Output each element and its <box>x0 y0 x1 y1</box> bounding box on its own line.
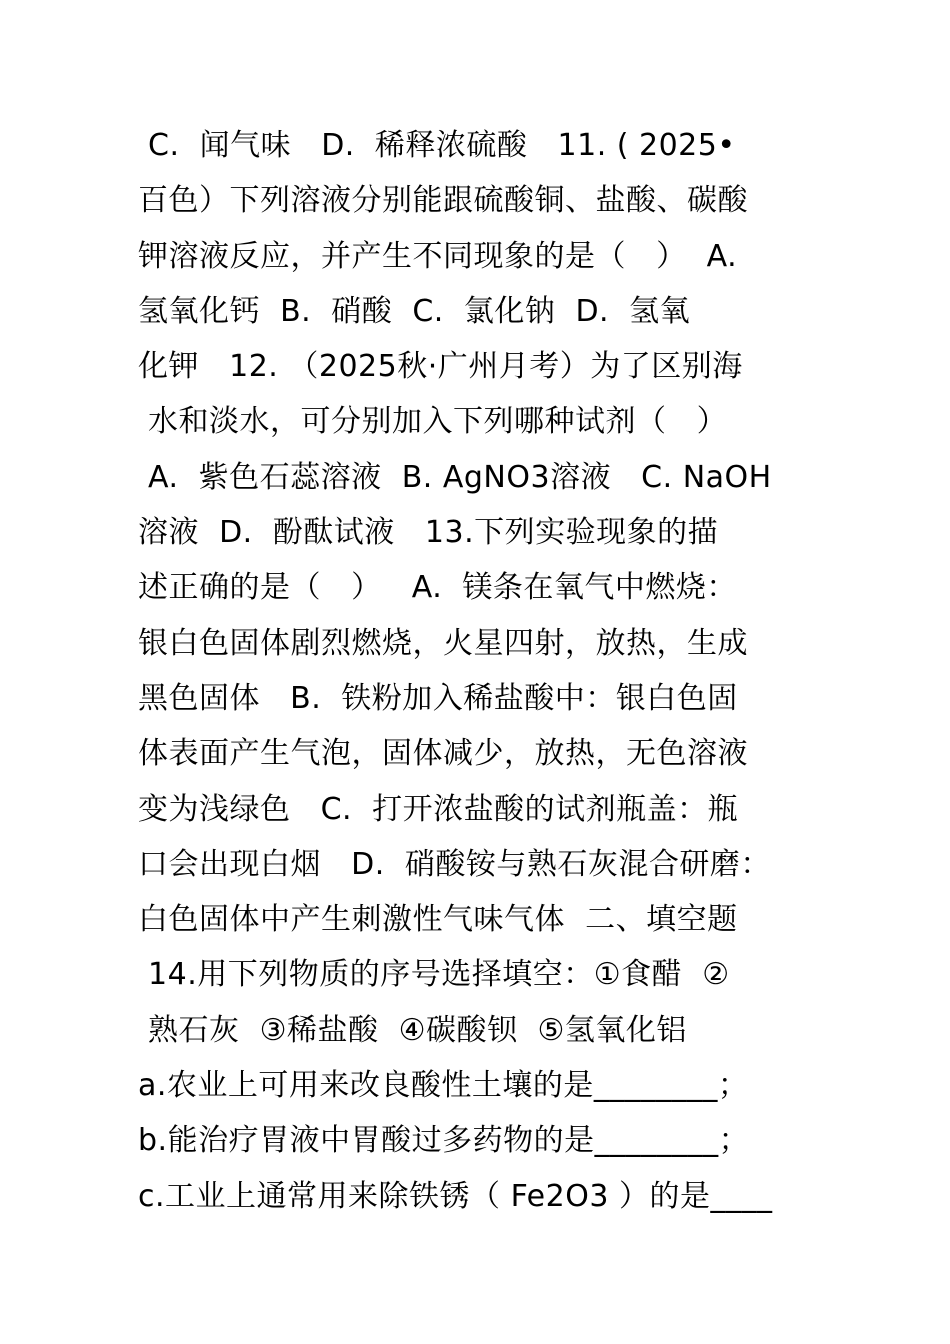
text-line: c.工业上通常用来除铁锈（ Fe2O3 ）的是____ <box>138 1178 773 1214</box>
text-line: 银白色固体剧烈燃烧，火星四射，放热，生成 <box>138 625 748 661</box>
text-line: 化钾 12. （2025秋·广州月考）为了区别海 <box>138 349 743 385</box>
text-line: 熟石灰 ③稀盐酸 ④碳酸钡 ⑤氢氧化铝 <box>138 1012 687 1048</box>
text-line: 水和淡水，可分别加入下列哪种试剂（ ） <box>138 404 728 440</box>
text-line: 口会出现白烟 D. 硝酸铵与熟石灰混合研磨： <box>138 846 771 882</box>
text-line: a.农业上可用来改良酸性土壤的是________； <box>138 1068 749 1104</box>
text-line: 氢氧化钙 B. 硝酸 C. 氯化钠 D. 氢氧 <box>138 293 691 329</box>
text-line: 变为浅绿色 C. 打开浓盐酸的试剂瓶盖：瓶 <box>138 791 739 827</box>
text-line: 体表面产生气泡，固体减少，放热，无色溶液 <box>138 736 748 772</box>
text-line: 溶液 D. 酚酞试液 13.下列实验现象的描 <box>138 515 719 551</box>
text-line: C. 闻气味 D. 稀释浓硫酸 11. ( 2025• <box>138 128 736 163</box>
text-line: 黑色固体 B. 铁粉加入稀盐酸中：银白色固 <box>138 680 738 716</box>
text-line: 述正确的是（ ） A. 镁条在氧气中燃烧： <box>138 570 737 606</box>
text-line: 钾溶液反应，并产生不同现象的是（ ） A. <box>138 238 738 274</box>
text-line: b.能治疗胃液中胃酸过多药物的是________； <box>138 1123 750 1159</box>
text-line: 14.用下列物质的序号选择填空：①食醋 ② <box>138 957 730 993</box>
text-line: 白色固体中产生刺激性气味气体 二、填空题 <box>138 902 738 938</box>
text-line: 百色）下列溶液分别能跟硫酸铜、盐酸、碳酸 <box>138 183 748 219</box>
text-line: A. 紫色石蕊溶液 B. AgNO3溶液 C. NaOH <box>138 459 772 495</box>
question-text-block <box>138 118 838 1224</box>
